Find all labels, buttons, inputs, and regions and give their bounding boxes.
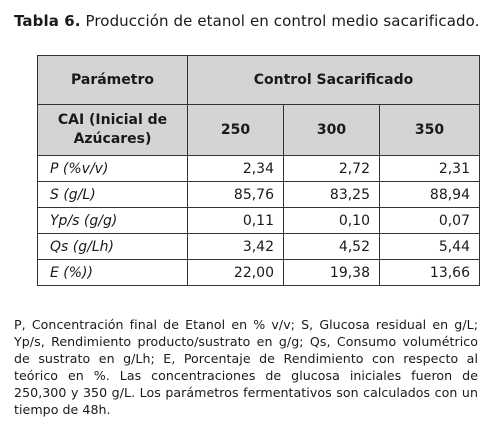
- header-group: Control Sacarificado: [188, 56, 480, 105]
- row-label: E (%)): [38, 260, 188, 286]
- cell-value: 4,52: [284, 234, 380, 260]
- row-label: S (g/L): [38, 182, 188, 208]
- row-label: P (%v/v): [38, 156, 188, 182]
- caption-text: Producción de etanol en control medio sacarificado.: [85, 12, 480, 30]
- cell-value: 19,38: [284, 260, 380, 286]
- cell-value: 0,07: [380, 208, 480, 234]
- cell-value: 2,34: [188, 156, 284, 182]
- cell-value: 83,25: [284, 182, 380, 208]
- cell-value: 13,66: [380, 260, 480, 286]
- table-row: [38, 260, 480, 286]
- table-caption: [14, 12, 488, 30]
- row-label: Yp/s (g/g): [38, 208, 188, 234]
- header-col-3: 350: [380, 105, 480, 156]
- table-row: [38, 234, 480, 260]
- cell-value: 5,44: [380, 234, 480, 260]
- ethanol-production-table: [37, 55, 480, 286]
- cell-value: 2,72: [284, 156, 380, 182]
- row-label: Qs (g/Lh): [38, 234, 188, 260]
- header-row-label: CAI (Inicial de Azúcares): [38, 105, 188, 156]
- cell-value: 0,10: [284, 208, 380, 234]
- table-row: [38, 156, 480, 182]
- cell-value: 22,00: [188, 260, 284, 286]
- header-col-1: 250: [188, 105, 284, 156]
- table-footnote: P, Concentración final de Etanol en % v/v; S, Glucosa residual en g/L; Yp/s, Rendimiento producto/sustrato en g/g; Qs, Consumo volumétrico de sustrato en g/Lh; E, Porcentaje de Rendimiento con respecto al teórico en %. Las concentraciones de glucosa iniciales fueron de 250,300 y 350 g/L. Los parámetros fermentativos son calculados con un tiempo de 48h.: [14, 317, 478, 417]
- table-row: [38, 208, 480, 234]
- header-parameter: Parámetro: [38, 56, 188, 105]
- cell-value: 0,11: [188, 208, 284, 234]
- header-col-2: 300: [284, 105, 380, 156]
- cell-value: 88,94: [380, 182, 480, 208]
- cell-value: 3,42: [188, 234, 284, 260]
- table-row: [38, 182, 480, 208]
- header-row-columns: [38, 105, 480, 156]
- cell-value: 2,31: [380, 156, 480, 182]
- header-row-top: [38, 56, 480, 105]
- cell-value: 85,76: [188, 182, 284, 208]
- caption-label: Tabla 6.: [14, 12, 81, 30]
